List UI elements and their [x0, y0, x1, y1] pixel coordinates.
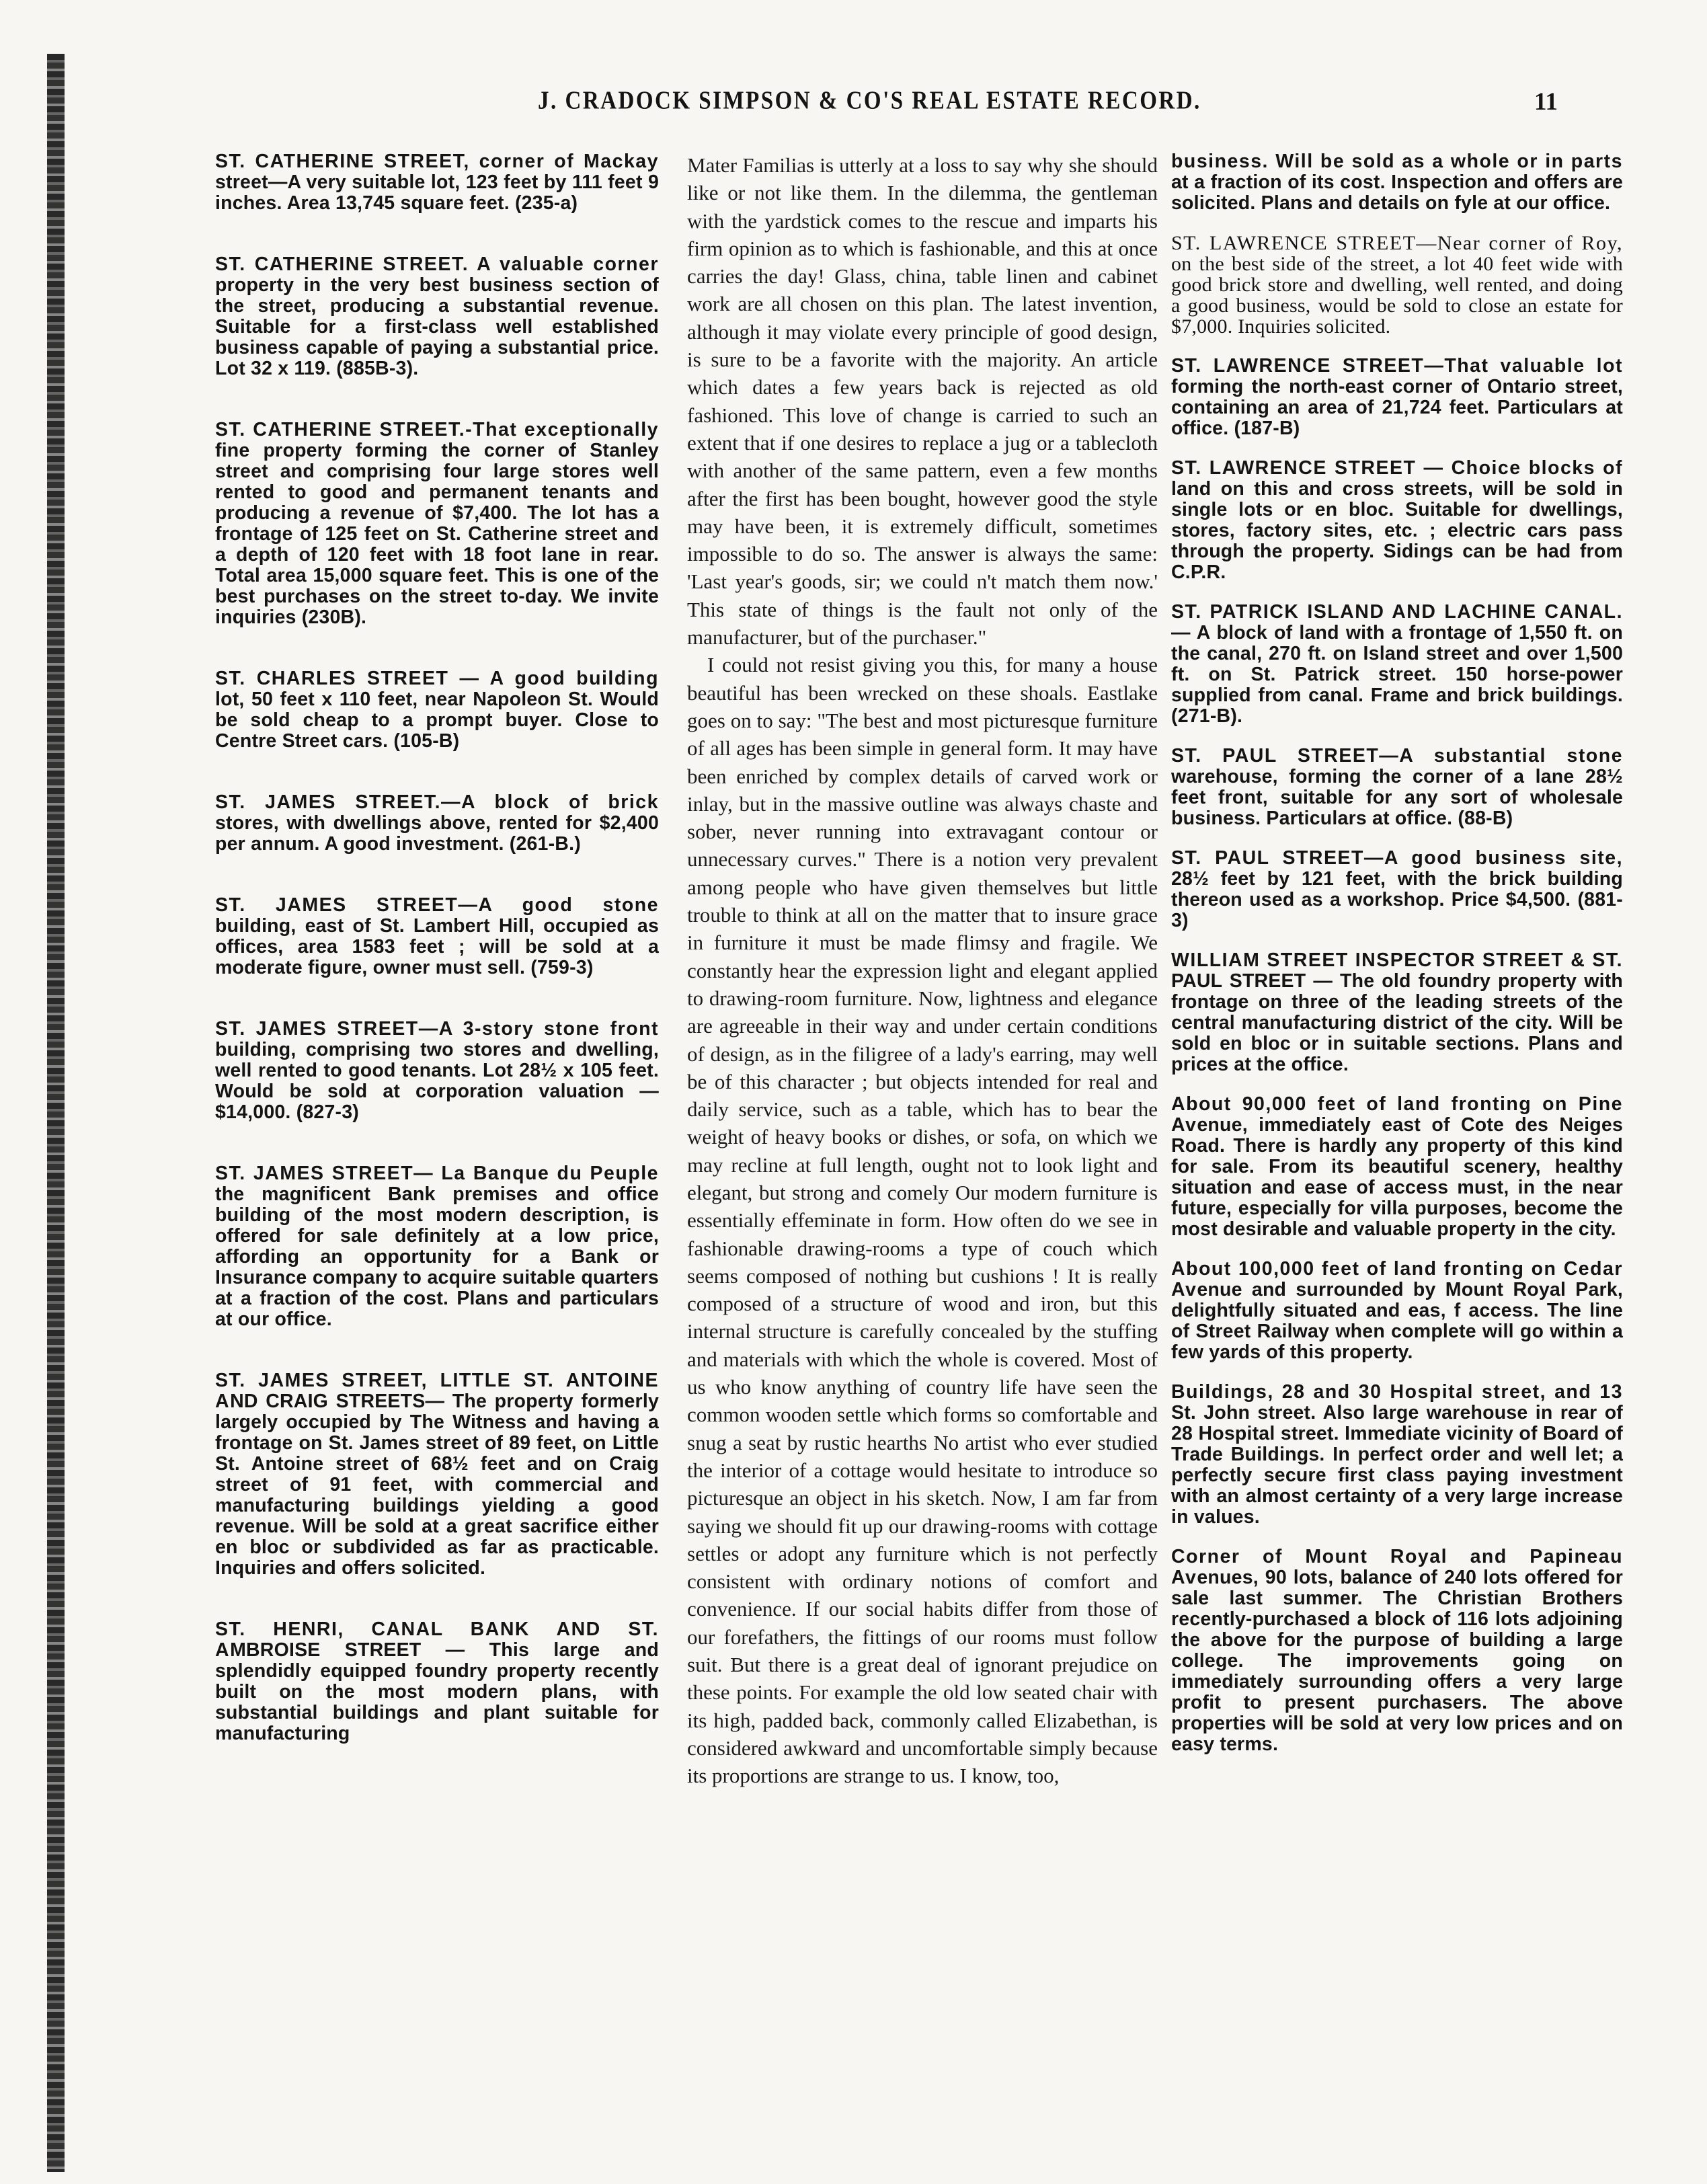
listing-entry: ST. JAMES STREET, LITTLE ST. ANTOINE AND CRAIG STREETS— The property formerly largely occupied by The Witness and having a frontage on St. James street of 89 feet, on Little St. Antoine street of 68½ feet and on Craig street of 91 feet, with commercial and manufacturing buildings yielding a good revenue. Will be sold at a great sacrifice either en bloc or subdivided as far as practicable. Inquiries and offers solicited. [215, 1370, 659, 1579]
article-paragraph: I could not resist giving you this, for many a house beautiful has been wrecked on these shoals. Eastlake goes on to say: "The best and most picturesque furniture of all ages has been simple in general form. It may have been enriched by complex details of carved work or inlay, but in the massive outline was always chaste and sober, never running into extravagant contour or unnecessary curves." There is a notion very prevalent among people who have given themselves but little trouble to think at all on the matter that to insure grace in furniture it must be made flimsy and fragile. We constantly hear the expression light and elegant applied to drawing-room furniture. Now, lightness and elegance are agreeable in their way and under certain conditions of design, as in the filigree of a lady's earring, may well be of this character ; but objects intended for real and daily service, such as a table, which has to bear the weight of heavy books or dishes, or sofa, on which we may recline at full length, ought not to look light and elegant, but strong and comely Our modern furniture is essentially effeminate in form. How often do we see in fashionable drawing-rooms a type of couch which seems composed of nothing but cushions ! It is really composed of a structure of wood and iron, but this internal structure is carefully concealed by the stuffing and materials with which the whole is covered. Most of us who know anything of country life have seen the common wooden settle which forms so comfortable and snug a seat by rustic hearths No artist who ever studied the interior of a cottage would hesitate to introduce so picturesque an object in his sketch. Now, I am far from saying we should fit up our drawing-rooms with cottage settles or adopt any furniture which is not perfectly consistent with ordinary notions of comfort and convenience. If our social habits differ from those of our forefathers, the fittings of our rooms must follow suit. But there is a great deal of ignorant prejudice on these points. For example the old low seated chair with its high, padded back, commonly called Elizabethan, is considered awkward and uncomfortable simply because its proportions are strange to us. I know, too, [687, 653, 1158, 1788]
listing-entry: ST. PAUL STREET—A substantial stone warehouse, forming the corner of a lane 28½ feet front, suitable for any sort of wholesale business. Particulars at office. (88-B) [1171, 745, 1623, 829]
listing-entry: Buildings, 28 and 30 Hospital street, and 13 St. John street. Also large warehouse in rear of 28 Hospital street. Immediate vicinity of Board of Trade Buildings. In perfect order and well let; a perfectly secure first class paying investment with an almost certainty of a very large increase in values. [1171, 1381, 1623, 1528]
listings-column-left [215, 151, 659, 1785]
listing-entry: ST. PAUL STREET—A good business site, 28½ feet by 121 feet, with the brick building thereon used as a workshop. Price $4,500. (881-3) [1171, 847, 1623, 931]
listing-entry: ST. JAMES STREET— La Banque du Peuple the magnificent Bank premises and office building of the most modern description, is offered for sale definitely at a low price, affording an opportunity for a Bank or Insurance company to acquire suitable quarters at a fraction of the cost. Plans and particulars at our office. [215, 1163, 659, 1330]
listing-entry: ST. JAMES STREET.—A block of brick stores, with dwellings above, rented for $2,400 per annum. A good investment. (261-B.) [215, 791, 659, 855]
listing-entry: About 90,000 feet of land fronting on Pine Avenue, immediately east of Cote des Neiges Road. There is hardly any property of this kind for sale. From its beautiful scenery, healthy situation and ease of access must, in the near future, especially for villa purposes, become the most desirable and valuable property in the city. [1171, 1093, 1623, 1240]
page-header-title: J. CRADOCK SIMPSON & CO'S REAL ESTATE RECORD. [538, 87, 1201, 115]
article-column-middle [687, 151, 1158, 1790]
listing-entry: About 100,000 feet of land fronting on Cedar Avenue and surrounded by Mount Royal Park, delightfully situated and eas, f access. The line of Street Railway when complete will go within a few yards of this property. [1171, 1258, 1623, 1363]
listing-entry: ST. JAMES STREET—A good stone building, east of St. Lambert Hill, occupied as offices, area 1583 feet ; will be sold at a moderate figure, owner must sell. (759-3) [215, 894, 659, 978]
listings-column-right [1171, 151, 1623, 1774]
listing-entry: ST. CATHERINE STREET.-That exceptionally fine property forming the corner of Stanley street and comprising four large stores well rented to good and permanent tenants and producing a revenue of $7,400. The lot has a frontage of 125 feet on St. Catherine street and a depth of 120 feet with 18 foot lane in rear. Total area 15,000 square feet. This is one of the best purchases on the street to-day. We invite inquiries (230B). [215, 419, 659, 628]
listing-entry: ST. LAWRENCE STREET — Choice blocks of land on this and cross streets, will be sold in single lots or en bloc. Suitable for dwellings, stores, factory sites, etc. ; electric cars pass through the property. Sidings can be had from C.P.R. [1171, 457, 1623, 583]
listing-entry: ST. JAMES STREET—A 3-story stone front building, comprising two stores and dwelling, well rented to good tenants. Lot 28½ x 105 feet. Would be sold at corporation valuation — $14,000. (827-3) [215, 1018, 659, 1123]
listing-entry: ST. HENRI, CANAL BANK AND ST. AMBROISE STREET — This large and splendidly equipped foundry property recently built on the most modern plans, with substantial buildings and plant suitable for manufacturing [215, 1618, 659, 1744]
listing-entry: ST. LAWRENCE STREET—Near corner of Roy, on the best side of the street, a lot 40 feet wide with good brick store and dwelling, well rented, and doing a good business, would be sold to close an estate for $7,000. Inquiries solicited. [1171, 232, 1623, 338]
listing-entry: ST. CATHERINE STREET, corner of Mackay street—A very suitable lot, 123 feet by 111 feet 9 inches. Area 13,745 square feet. (235-a) [215, 151, 659, 214]
listing-entry: ST. LAWRENCE STREET—That valuable lot forming the north-east corner of Ontario street, containing an area of 21,724 feet. Particulars at office. (187-B) [1171, 355, 1623, 439]
listing-entry: business. Will be sold as a whole or in parts at a fraction of its cost. Inspection and offers are solicited. Plans and details on fyle at our office. [1171, 151, 1623, 214]
listing-entry: ST. CHARLES STREET — A good building lot, 50 feet x 110 feet, near Napoleon St. Would be sold cheap to a prompt buyer. Close to Centre Street cars. (105-B) [215, 668, 659, 752]
listing-entry: Corner of Mount Royal and Papineau Avenues, 90 lots, balance of 240 lots offered for sale last summer. The Christian Brothers recently-purchased a block of 116 lots adjoining the above for the purpose of building a large college. The improvements going on immediately surrounding offers a very large profit to present purchasers. The above properties will be sold at very low prices and on easy terms. [1171, 1546, 1623, 1755]
listing-entry: ST. CATHERINE STREET. A valuable corner property in the very best business section of the street, producing a substantial revenue. Suitable for a first-class well established business capable of paying a substantial price. Lot 32 x 119. (885B-3). [215, 254, 659, 379]
page-binding-edge [47, 54, 65, 2172]
article-paragraph: Mater Familias is utterly at a loss to say why she should like or not like them. In the dilemma, the gentleman with the yardstick comes to the rescue and imparts his firm opinion as to which is fashionable, and this at once carries the day! Glass, china, table linen and cabinet work are all chosen on this plan. The latest invention, although it may violate every principle of good design, is sure to be a favorite with the majority. An article which dates a few years back is rejected as old fashioned. This love of change is carried to such an extent that if one desires to replace a jug or a tablecloth with another of the same pattern, even a few months after the first has been bought, however good the style may have been, it is extremely difficult, sometimes impossible to do so. The answer is always the same: 'Last year's goods, sir; we could n't match them now.' This state of things is the fault not only of the manufacturer, but of the purchaser." [687, 153, 1158, 650]
page-number: 11 [1534, 88, 1558, 116]
listing-entry: WILLIAM STREET INSPECTOR STREET & ST. PAUL STREET — The old foundry property with frontage on three of the leading streets of the central manufacturing district of the city. Will be sold en bloc or in suitable sections. Plans and prices at the office. [1171, 949, 1623, 1075]
listing-entry: ST. PATRICK ISLAND AND LACHINE CANAL. — A block of land with a frontage of 1,550 ft. on the canal, 270 ft. on Island street and over 1,500 ft. on St. Patrick street. 150 horse-power supplied from canal. Frame and brick buildings. (271-B). [1171, 601, 1623, 727]
